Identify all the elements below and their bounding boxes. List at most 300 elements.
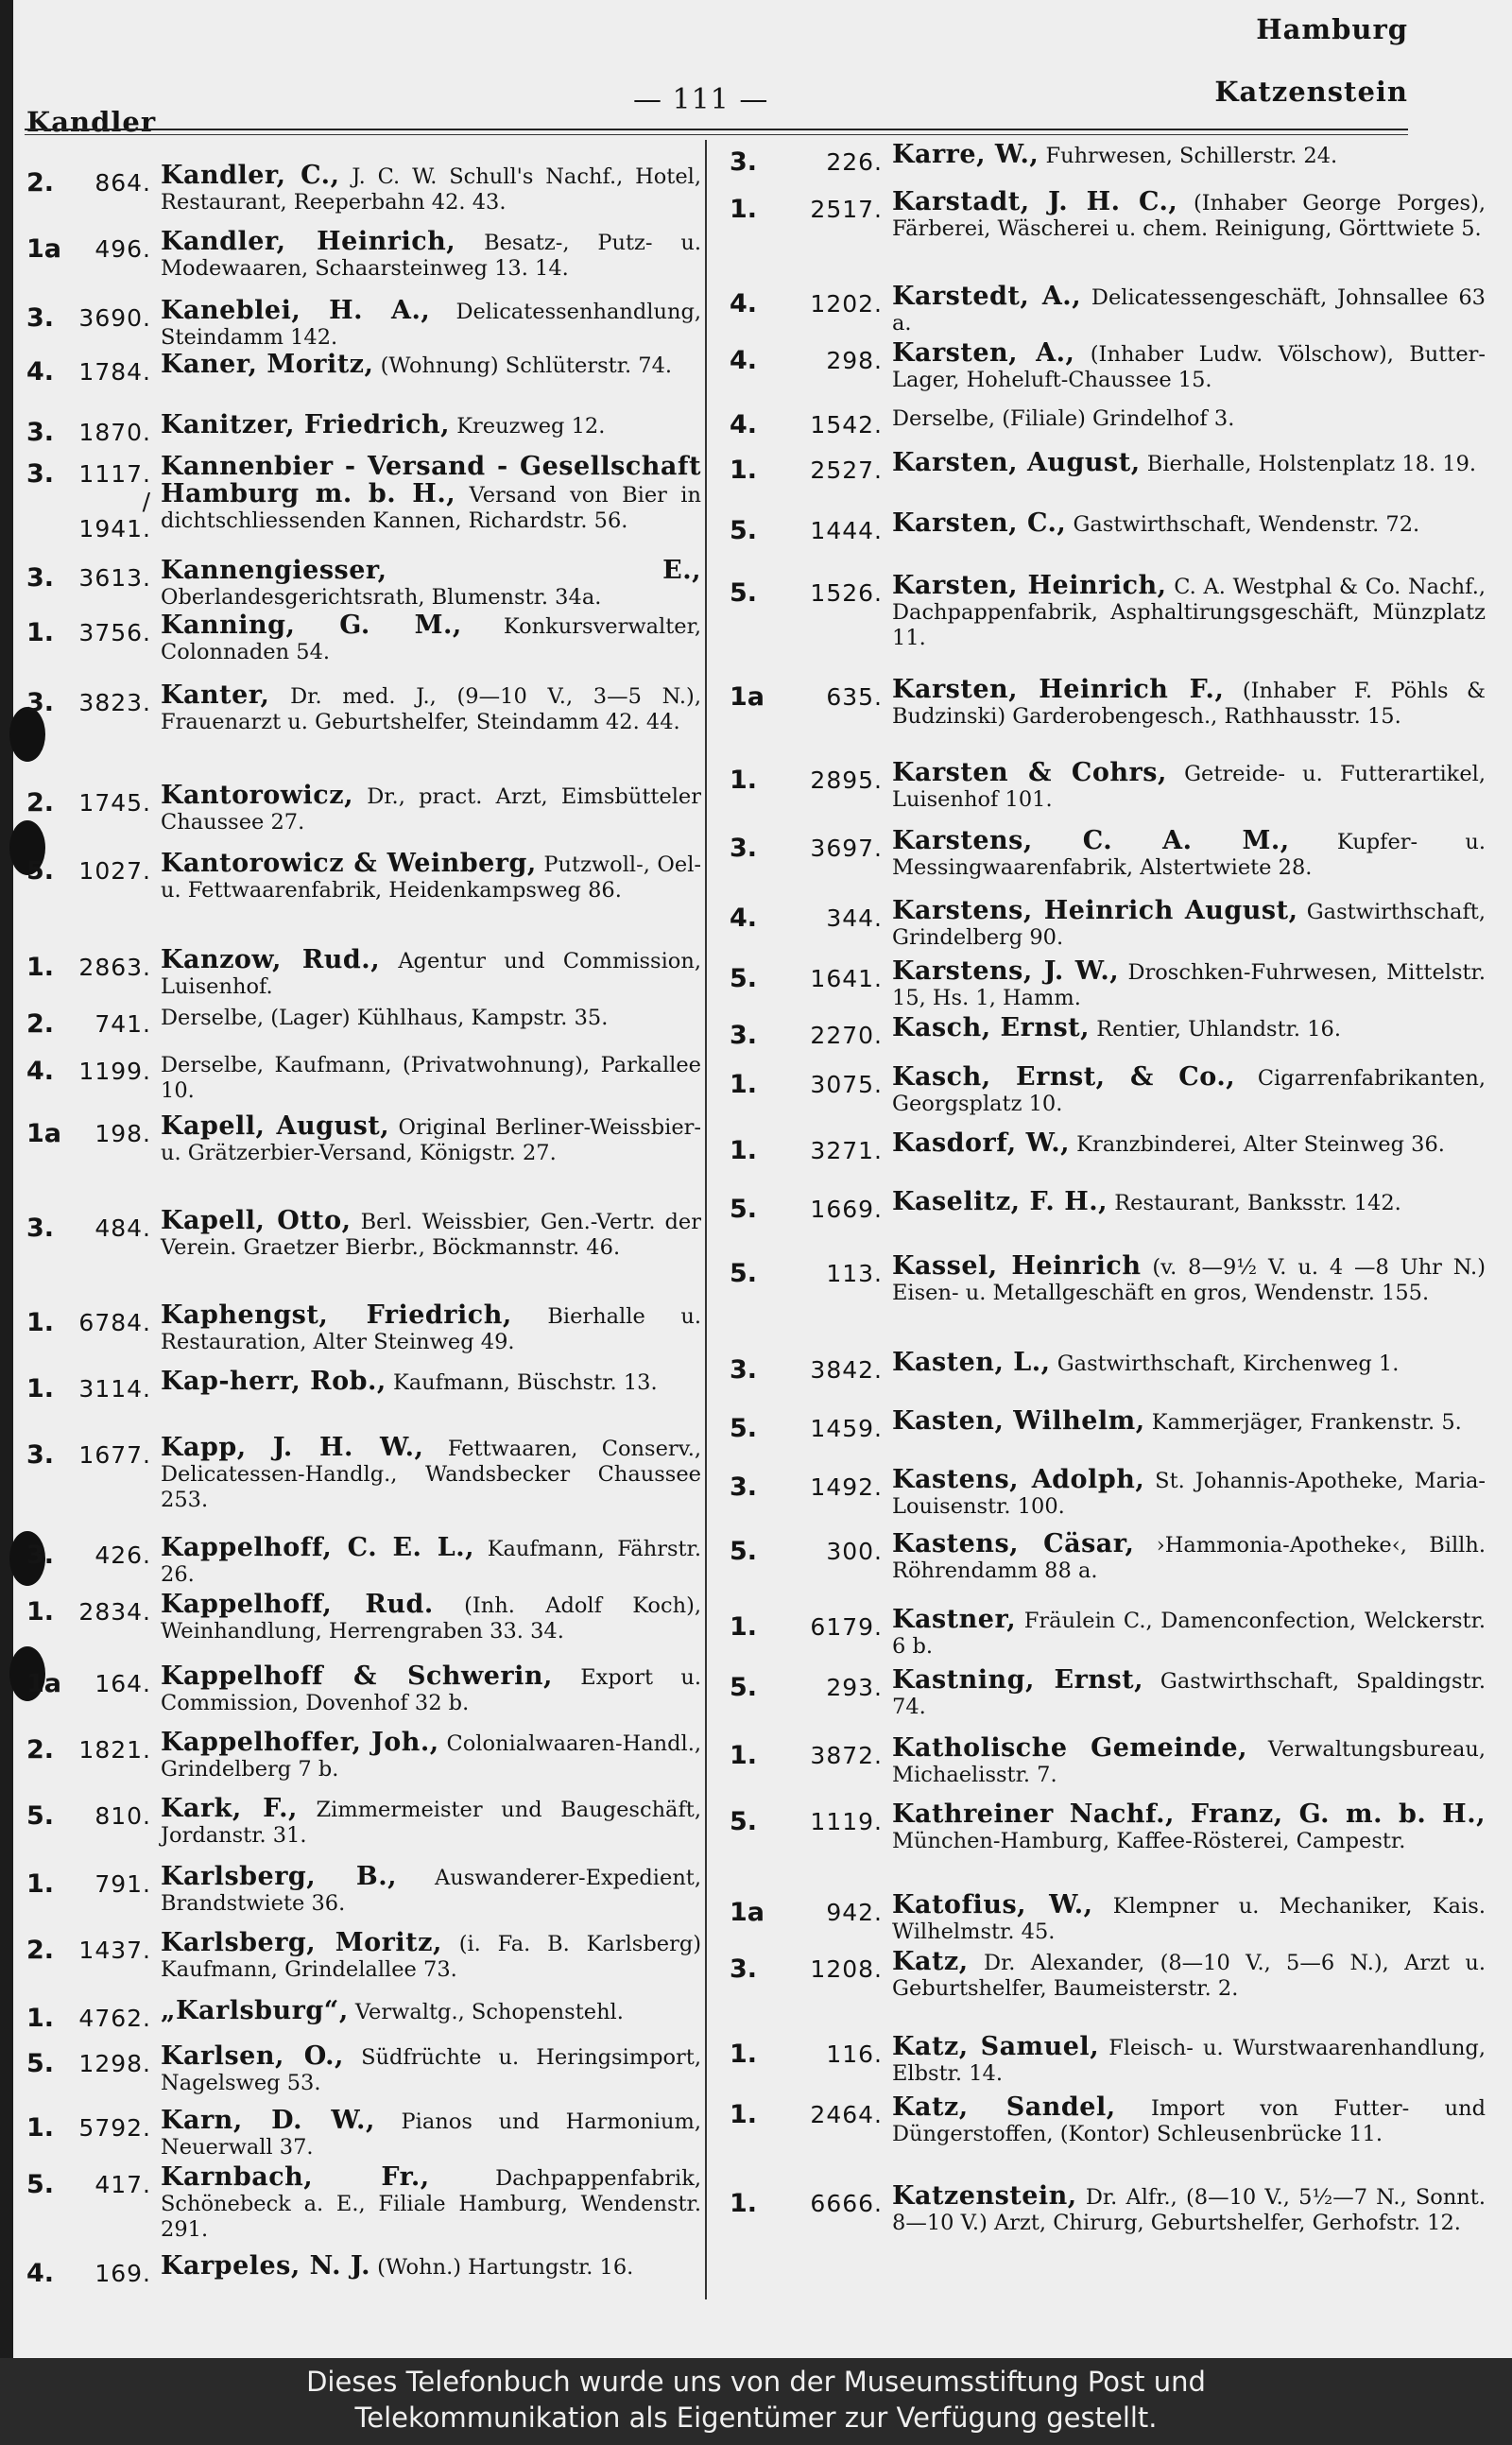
phone-number: 293. [826,1674,883,1701]
entry-text [892,573,1486,651]
directory-entry [730,510,1486,545]
entry-text [892,1667,1486,1720]
entry-phone [26,1369,161,1403]
directory-entry [26,1004,701,1039]
phone-number: 5792. [78,2114,151,2142]
entry-name: Katofius, W., [892,1890,1093,1920]
exchange-office: 1. [730,1612,758,1642]
phone-number: 2464. [810,2101,883,2128]
entry-description: (Inhaber George Porges), Färberei, Wäscherei u. chem. Reinigung, Görttwiete 5. [892,191,1486,241]
phone-number: 4762. [78,2005,151,2032]
exchange-office: 1. [730,766,758,795]
entry-name: Katzenstein, [892,2181,1077,2211]
entry-description: Klempner u. Mechaniker, Kais. Wilhelmstr. 45. [892,1894,1486,1944]
entry-phone [26,454,161,542]
entry-description: C. A. Westphal & Co. Nachf., Dachpappenfabrik, Asphaltirungsgeschäft, Münzplatz 11. [892,575,1486,650]
entry-phone [730,1892,892,1927]
exchange-office: 2. [26,788,55,818]
entry-text [161,298,701,351]
entry-phone [26,229,161,264]
directory-entry [730,1130,1486,1165]
directory-entry [730,142,1486,177]
entry-name: Kasten, L., [892,1348,1051,1377]
directory-entry [730,1949,1486,2002]
directory-entry [26,2043,701,2096]
exchange-office: 4. [730,904,758,933]
directory-entry [26,783,701,835]
phone-number: 864. [94,169,151,197]
directory-entry [730,1015,1486,1050]
entry-description: (v. 8—9½ V. u. 4 —8 Uhr N.) Eisen- u. Metallgeschäft en gros, Wendenstr. 155. [892,1255,1486,1305]
entry-name: Karstadt, J. H. C., [892,187,1178,216]
entry-phone [26,1435,161,1470]
entry-text [161,2043,701,2096]
entry-description: Kreuzweg 12. [456,414,606,439]
entry-phone [26,1730,161,1765]
header-range-start: Kandler [26,106,157,138]
entry-phone [26,412,161,447]
phone-number: 113. [826,1260,883,1287]
entry-name: Kastning, Ernst, [892,1665,1144,1695]
directory-entry [730,1801,1486,1854]
entry-description: Colonialwaaren-Handl., Grindelberg 7 b. [161,1731,701,1782]
entry-name: Kannengiesser, E., [161,556,701,585]
phone-number: 417. [94,2171,151,2198]
directory-entry [26,1930,701,1983]
exchange-office: 5. [730,516,758,545]
exchange-office: 5. [26,856,55,886]
entry-description: Dachpappenfabrik, Schönebeck a. E., Filiale Hamburg, Wendenstr. 291. [161,2166,701,2242]
entry-description: (Wohnung) Schlüterstr. 74. [380,353,673,378]
directory-entry [26,1369,701,1403]
entry-name: Kasch, Ernst, & Co., [892,1062,1236,1092]
entry-name: Karlsen, O., [161,2041,344,2071]
entry-text [161,2253,701,2281]
entry-name: Kastens, Adolph, [892,1465,1145,1494]
phone-number: 3697. [810,835,883,862]
exchange-office: 3. [730,1021,758,1050]
directory-entry [26,851,701,904]
exchange-office: 5. [730,1673,758,1702]
entry-name: Kanter, [161,680,270,710]
entry-description: Gastwirthschaft, Kirchenweg 1. [1057,1352,1400,1376]
entry-name: Katz, [892,1947,969,1976]
entry-phone [26,1930,161,1965]
header-city: Hamburg [1256,13,1408,45]
exchange-office: 3. [26,688,55,717]
entry-phone [730,450,892,485]
directory-entry [26,1796,701,1849]
entry-text [892,189,1486,242]
entry-description: München-Hamburg, Kaffee-Rösterei, Campestr. [892,1829,1406,1853]
entry-phone [26,2164,161,2199]
entry-phone [730,1801,892,1836]
entry-description: Restaurant, Banksstr. 142. [1114,1191,1401,1215]
entry-phone [26,352,161,387]
entry-description: Import von Futter- und Düngerstoffen, (Kontor) Schleusenbrücke 11. [892,2096,1486,2146]
entry-text [161,1796,701,1849]
entry-name: Kapell, August, [161,1111,390,1141]
directory-entry [730,677,1486,730]
entry-description: (i. Fa. B. Karlsberg) Kaufmann, Grindelallee 73. [161,1932,701,1982]
entry-phone [730,1253,892,1288]
entry-text [161,558,701,611]
phone-number: 1677. [78,1441,151,1469]
entry-name: Katz, Sandel, [892,2092,1116,2122]
entry-text [161,412,701,439]
phone-number: 1784. [78,358,151,386]
entry-phone [730,340,892,375]
entry-text [892,510,1486,538]
entry-description: Delicatessenhandlung, Steindamm 142. [161,300,702,350]
entry-text [892,1801,1486,1854]
exchange-office: 1. [730,195,758,224]
entry-text [161,1369,701,1396]
entry-phone [730,284,892,319]
entry-phone [730,1949,892,1984]
entry-text [161,1730,701,1782]
entry-text [161,352,701,379]
phone-number: 226. [826,148,883,176]
phone-number: 2895. [810,766,883,794]
entry-description: Fettwaaren, Conserv., Delicatessen-Handlg., Wandsbecker Chaussee 253. [161,1437,701,1512]
entry-description: Export u. Commission, Dovenhof 32 b. [161,1665,702,1715]
phone-number: 1298. [78,2050,151,2077]
entry-phone [730,898,892,933]
entry-text [161,1113,701,1166]
phone-number: 2863. [78,954,151,981]
directory-entry [26,1535,701,1588]
phone-number: 3690. [78,304,151,332]
phone-number: 1199. [78,1058,151,1085]
entry-phone [26,1592,161,1627]
exchange-office: 5. [730,1259,758,1288]
phone-number: 635. [826,683,883,711]
phone-number: 164. [94,1670,151,1697]
directory-entry [730,760,1486,813]
exchange-office: 1. [26,2113,55,2143]
phone-number: 2527. [810,456,883,484]
entry-text [161,1535,701,1588]
entry-description: Derselbe, (Filiale) Grindelhof 3. [892,406,1235,431]
entry-description: J. C. W. Schull's Nachf., Hotel, Restaurant, Reeperbahn 42. 43. [161,164,702,215]
entry-name: Karlsberg, B., [161,1862,398,1891]
exchange-office: 1. [26,1597,55,1627]
directory-entry [730,284,1486,336]
phone-number: 942. [826,1899,883,1926]
entry-name: „Karlsburg“, [161,1996,349,2025]
exchange-office: 5. [26,2170,55,2199]
exchange-office: 1a [26,1669,62,1698]
entry-description: Gastwirthschaft, Wendenstr. 72. [1073,512,1420,537]
directory-entry [730,2183,1486,2236]
entry-phone [26,1864,161,1899]
entry-description: Bierhalle, Holstenplatz 18. 19. [1146,452,1477,476]
entry-text [892,2094,1486,2147]
entry-phone [730,405,892,439]
entry-text [161,1302,701,1355]
entry-name: Kastens, Cäsar, [892,1529,1135,1558]
exchange-office: 5. [730,1537,758,1566]
entry-phone [730,1667,892,1702]
entry-text [892,1015,1486,1042]
phone-number: 6179. [810,1613,883,1641]
entry-description: Pianos und Harmonium, Neuerwall 37. [161,2109,701,2160]
entry-text [892,340,1486,393]
entry-phone [26,947,161,982]
phone-number: 3872. [810,1742,883,1769]
phone-number: 484. [94,1214,151,1242]
exchange-office: 1. [26,1374,55,1403]
entry-description: Fleisch- u. Wurstwaarenhandlung, Elbstr. 14. [892,2036,1486,2086]
entry-text [161,1998,701,2025]
phone-number: 496. [94,235,151,263]
directory-entry [730,340,1486,393]
entry-phone [26,163,161,198]
directory-entry [26,1208,701,1261]
entry-text [161,2108,701,2161]
entry-name: Kapp, J. H. W., [161,1433,424,1462]
phone-number: 1437. [78,1937,151,1964]
entry-phone [26,1535,161,1570]
entry-text [161,851,701,904]
entry-text [892,450,1486,477]
phone-number: 1202. [810,290,883,318]
entry-phone [26,851,161,886]
phone-number: 169. [94,2260,151,2287]
entry-description: Fräulein C., Damenconfection, Welckerstr. 6 b. [892,1609,1486,1659]
entry-description: Verwaltungsbureau, Michaelisstr. 7. [892,1737,1486,1787]
phone-number: 3823. [78,689,151,716]
phone-number: 3613. [78,564,151,592]
entry-description: (Inh. Adolf Koch), Weinhandlung, Herrengraben 33. 34. [161,1593,702,1644]
exchange-office: 3. [730,1355,758,1385]
directory-entry [26,1302,701,1355]
directory-entry [730,828,1486,881]
phone-number: 3271. [810,1137,883,1164]
entry-text [892,142,1486,169]
exchange-office: 4. [730,410,758,439]
entry-text [161,163,701,215]
exchange-office: 5. [730,964,758,993]
entry-text [161,1663,701,1716]
directory-entry [730,189,1486,242]
footer-notice [0,2358,1512,2445]
entry-phone [730,1350,892,1385]
page-number: — 111 — [633,83,769,116]
entry-phone [730,828,892,863]
entry-phone [730,1064,892,1099]
phone-number: 1526. [810,579,883,607]
entry-text [892,1949,1486,2002]
entry-text [892,2183,1486,2236]
entry-phone [730,573,892,608]
entry-description: Kaufmann, Büschstr. 13. [392,1370,658,1395]
directory-entry [26,2108,701,2161]
directory-entry [730,450,1486,485]
phone-number: 1444. [810,517,883,544]
entry-description: Dr. Alexander, (8—10 V., 5—6 N.), Arzt u. Geburtshelfer, Baumeisterstr. 2. [892,1951,1486,2001]
entry-name: Karstens, J. W., [892,956,1120,986]
entry-phone [26,1663,161,1698]
exchange-office: 3. [730,147,758,177]
entry-description: Fuhrwesen, Schillerstr. 24. [1045,144,1338,168]
directory-entry [730,1607,1486,1660]
entry-description: Versand von Bier in dichtschliessenden Kannen, Richardstr. 56. [161,483,701,533]
entry-text [892,1350,1486,1377]
entry-name: Karsten, A., [892,338,1075,368]
directory-entry [730,1667,1486,1720]
entry-phone [730,760,892,795]
directory-entry [730,573,1486,651]
exchange-office: 5. [26,2049,55,2078]
entry-phone [26,1113,161,1148]
exchange-office: 1. [26,1308,55,1337]
phone-number: 1492. [810,1473,883,1501]
entry-text [892,284,1486,336]
directory-entry [730,1253,1486,1306]
entry-text [892,898,1486,951]
entry-text [892,1064,1486,1117]
entry-description: St. Johannis-Apotheke, Maria-Louisenstr. 100. [892,1469,1486,1519]
header-range-end: Katzenstein [1214,76,1408,108]
entry-text [892,1467,1486,1520]
phone-number: 2834. [78,1598,151,1626]
entry-phone [26,1998,161,2033]
exchange-office: 4. [730,289,758,319]
phone-number: 1821. [78,1736,151,1764]
entry-text [161,947,701,1000]
phone-number: 2517. [810,196,883,223]
exchange-office: 3. [730,1472,758,1502]
phone-number: 426. [94,1541,151,1569]
entry-name: Karpeles, N. J. [161,2251,371,2281]
entry-text [161,612,701,665]
entry-description: ›Hammonia-Apotheke‹, Billh. Röhrendamm 88 a. [892,1533,1486,1583]
phone-number: 1027. [78,857,151,885]
phone-number: 3756. [78,619,151,646]
directory-entry [26,1435,701,1513]
entry-description: Konkursverwalter, Colonnaden 54. [161,614,702,664]
phone-number: 6666. [810,2190,883,2217]
entry-phone [26,612,161,647]
entry-phone [730,1531,892,1566]
entry-name: Karsten, C., [892,508,1067,538]
entry-phone [26,2253,161,2288]
entry-name: Kasdorf, W., [892,1128,1071,1158]
directory-entry [730,958,1486,1011]
phone-number: 2270. [810,1022,883,1049]
exchange-office: 5. [730,1414,758,1443]
directory-entry [26,1663,701,1716]
directory-entry [730,2094,1486,2147]
phone-number: 1117. / 1941. [78,460,151,542]
directory-entry [26,412,701,447]
entry-description: Dr. med. J., (9—10 V., 3—5 N.), Frauenarzt u. Geburtshelfer, Steindamm 42. 44. [161,684,701,734]
exchange-office: 3. [26,459,55,489]
exchange-office: 1. [26,618,55,647]
exchange-office: 1a [26,234,62,264]
directory-entry [26,163,701,215]
entry-description: Derselbe, (Lager) Kühlhaus, Kampstr. 35. [161,1006,609,1030]
entry-phone [730,2094,892,2129]
entry-text [892,1408,1486,1436]
phone-number: 300. [826,1538,883,1565]
exchange-office: 5. [26,1801,55,1831]
footer-line-1: Dieses Telefonbuch wurde uns von der Museumsstiftung Post und [306,2366,1206,2398]
entry-description: Berl. Weissbier, Gen.-Vertr. der Verein. Graetzer Bierbr., Böckmannstr. 46. [161,1210,701,1260]
exchange-office: 3. [26,418,55,447]
phone-number: 3842. [810,1356,883,1384]
entry-phone [730,1408,892,1443]
entry-name: Kap-herr, Rob., [161,1367,387,1396]
entry-text [161,1435,701,1513]
header-rule [25,129,1408,130]
exchange-office: 1. [26,2004,55,2033]
entry-name: Kaphengst, Friedrich, [161,1300,512,1330]
directory-entry [730,2034,1486,2087]
directory-entry [730,1531,1486,1584]
entry-description: Getreide- u. Futterartikel, Luisenhof 101. [892,762,1486,812]
entry-description: Dr., pract. Arzt, Eimsbütteler Chaussee 27. [161,784,701,835]
entry-phone [730,510,892,545]
column-divider [705,140,707,2299]
exchange-office: 3. [730,834,758,863]
entry-name: Karsten & Cohrs, [892,758,1167,787]
entry-text [892,1189,1486,1216]
entry-text [161,454,701,534]
phone-number: 1208. [810,1955,883,1983]
entry-phone [730,1189,892,1224]
exchange-office: 5. [730,578,758,608]
entry-description: (Inhaber Ludw. Völschow), Butter-Lager, Hoheluft-Chaussee 15. [892,342,1486,392]
entry-phone [730,2034,892,2069]
entry-name: Kandler, Heinrich, [161,227,456,256]
entry-description: Putzwoll-, Oel- u. Fettwaarenfabrik, Heidenkampsweg 86. [161,852,701,903]
exchange-office: 4. [730,346,758,375]
exchange-office: 5. [730,1195,758,1224]
exchange-office: 1a [730,1898,765,1927]
directory-entry [26,1864,701,1917]
entry-text [161,229,701,282]
exchange-office: 3. [26,1541,55,1570]
entry-description: Droschken-Fuhrwesen, Mittelstr. 15, Hs. 1, Hamm. [892,960,1486,1010]
entry-text [892,1130,1486,1158]
entry-name: Karsten, Heinrich F., [892,675,1225,704]
entry-name: Kassel, Heinrich [892,1251,1142,1281]
entry-phone [730,1130,892,1165]
directory-entry [730,898,1486,951]
exchange-office: 4. [26,1057,55,1086]
phone-number: 116. [826,2040,883,2068]
directory-entry [730,1892,1486,1945]
exchange-office: 2. [26,1735,55,1765]
page-binding [0,0,13,2358]
entry-name: Kark, F., [161,1794,298,1823]
entry-description: Zimmermeister und Baugeschäft, Jordanstr. 31. [161,1798,701,1848]
phone-number: 810. [94,1802,151,1830]
phone-number: 1542. [810,411,883,439]
entry-phone [26,2043,161,2078]
entry-phone [26,1796,161,1831]
directory-entry [26,229,701,282]
directory-entry [26,298,701,351]
directory-entry [26,2253,701,2288]
phone-number: 1459. [810,1415,883,1442]
entry-name: Kaner, Moritz, [161,350,374,379]
entry-description: Rentier, Uhlandstr. 16. [1096,1017,1342,1042]
entry-phone [730,958,892,993]
